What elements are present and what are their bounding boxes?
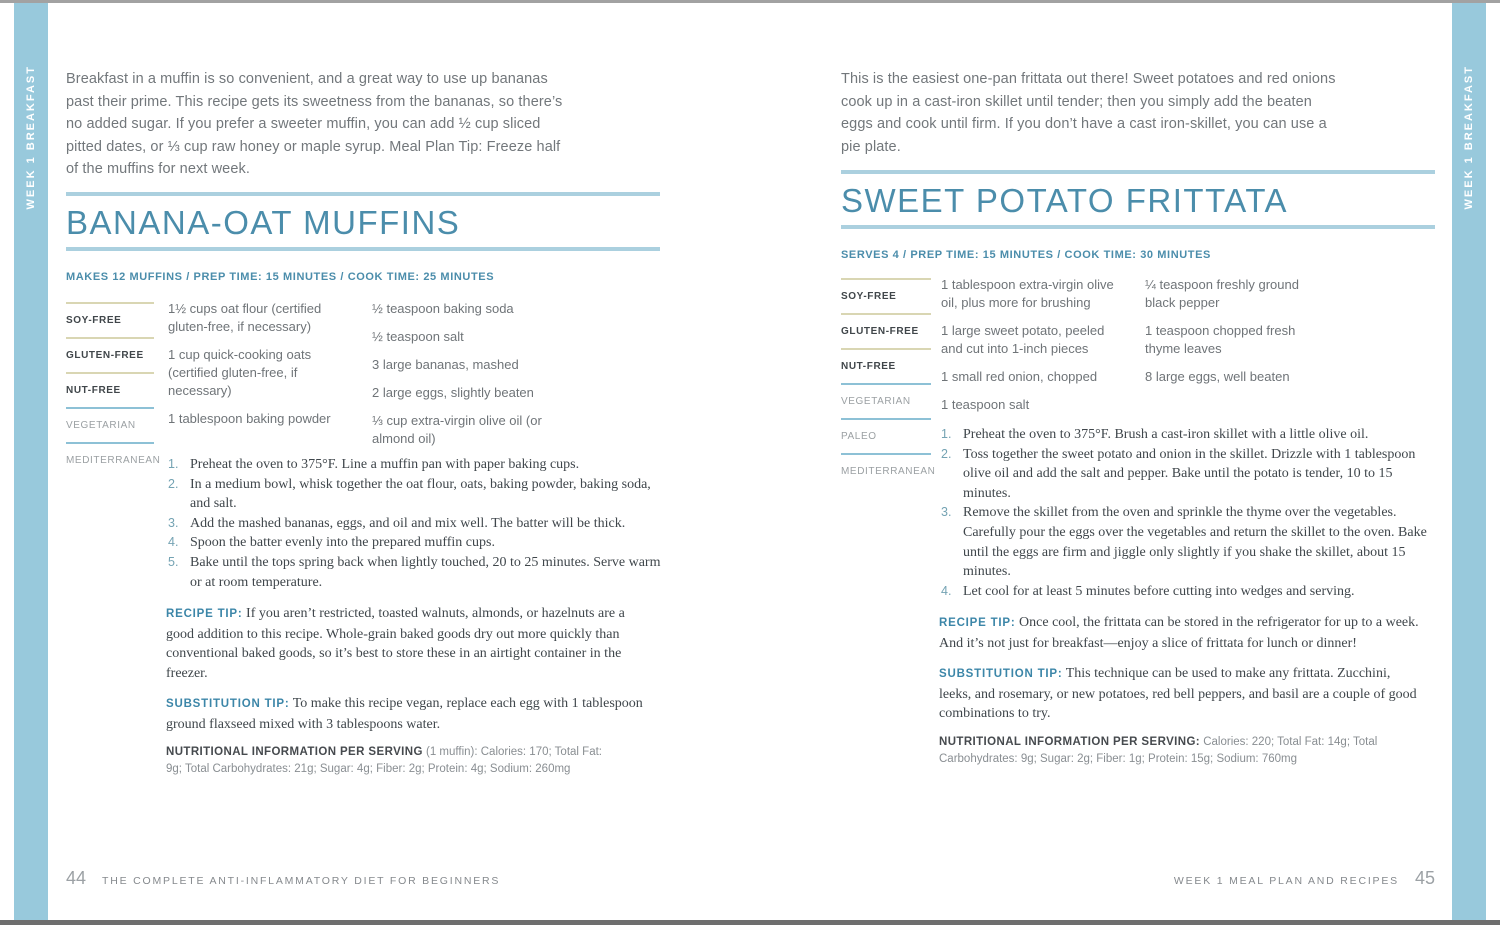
tag-label: MEDITERRANEAN bbox=[841, 466, 936, 477]
tag-label: NUT-FREE bbox=[841, 361, 896, 372]
ingredient-item: 3 large bananas, mashed bbox=[372, 357, 519, 372]
substitution-tip-label: SUBSTITUTION TIP: bbox=[166, 698, 290, 710]
title-rule-bottom bbox=[66, 247, 660, 251]
direction-step: Toss together the sweet potato and onion in the skillet. Drizzle with 1 tablespoon olive oil and add the salt and pepper. Bake until the potato is tender, 10 to 15 minutes. bbox=[963, 446, 1416, 501]
tag-label: MEDITERRANEAN bbox=[66, 455, 161, 466]
recipe-tip-label: RECIPE TIP: bbox=[939, 617, 1016, 629]
tag-row bbox=[841, 348, 931, 374]
recipe-intro: Breakfast in a muffin is so convenient, and a great way to use up bananas past their prime. This recipe gets its sweetness from the bananas, so there’s no added sugar. If you prefer a sweeter muffin, you can add ½ cup sliced pitted dates, or ⅓ cup raw honey or maple syrup. Meal Plan Tip: Freeze half of the muffins for next week. bbox=[66, 71, 563, 177]
tag-row bbox=[66, 302, 154, 328]
ingredient-item: 1 large sweet potato, peeled and cut into 1-inch pieces bbox=[941, 323, 1105, 356]
spine-tab-right-holder bbox=[1452, 65, 1486, 209]
title-rule-top bbox=[66, 192, 660, 196]
tag-label: GLUTEN-FREE bbox=[66, 350, 144, 361]
nutrition-values: Calories: 220; Total Fat: 14g; Total Carbohydrates: 9g; Sugar: 2g; Fiber: 1g; Protein: 15g; Sodium: 760mg bbox=[939, 736, 1378, 765]
tag-label: GLUTEN-FREE bbox=[841, 326, 919, 337]
diet-tags bbox=[66, 302, 161, 477]
footer-left bbox=[66, 868, 500, 889]
page-number: 45 bbox=[1414, 868, 1435, 888]
diet-tags bbox=[841, 278, 936, 488]
tag-row bbox=[66, 337, 154, 363]
tag-label: NUT-FREE bbox=[66, 385, 121, 396]
ingredient-item: 1 small red onion, chopped bbox=[941, 369, 1098, 384]
recipe-tip-text: If you aren’t restricted, toasted walnuts, almonds, or hazelnuts are a good addition to this recipe. Whole-grain baked goods dry out more quickly than conventional baked goods, so it’s best to store these in an airtight container in the freezer. bbox=[166, 606, 625, 681]
ingredient-item: 1 cup quick-cooking oats (certified gluten-free, if necessary) bbox=[168, 347, 312, 398]
title-rule-top bbox=[841, 170, 1435, 174]
footer-right bbox=[841, 868, 1435, 889]
ingredient-item: ½ teaspoon salt bbox=[372, 329, 464, 344]
tag-label: SOY-FREE bbox=[841, 291, 897, 302]
spine-tab-left bbox=[14, 3, 48, 920]
tag-row bbox=[66, 442, 161, 468]
footer-chapter-title: WEEK 1 MEAL PLAN AND RECIPES bbox=[1173, 875, 1399, 887]
recipe-tip-label: RECIPE TIP: bbox=[166, 608, 243, 620]
direction-step: Preheat the oven to 375°F. Line a muffin pan with paper baking cups. bbox=[190, 457, 580, 472]
direction-step: Bake until the tops spring back when lightly touched, 20 to 25 minutes. Serve warm or at room temperature. bbox=[190, 554, 661, 590]
direction-step: Spoon the batter evenly into the prepared muffin cups. bbox=[190, 535, 495, 551]
tag-row bbox=[841, 453, 936, 479]
nutrition-label: NUTRITIONAL INFORMATION PER SERVING: bbox=[939, 736, 1201, 748]
ingredient-item: 1 tablespoon baking powder bbox=[168, 411, 331, 426]
tag-label: VEGETARIAN bbox=[841, 396, 911, 407]
direction-step: Let cool for at least 5 minutes before cutting into wedges and serving. bbox=[963, 583, 1355, 599]
direction-step: Add the mashed bananas, eggs, and oil and mix well. The batter will be thick. bbox=[190, 515, 626, 531]
substitution-tip bbox=[166, 694, 651, 734]
ingredient-item: ¼ teaspoon freshly ground black pepper bbox=[1145, 277, 1299, 310]
spine-tab-left-label: WEEK 1 BREAKFAST bbox=[25, 65, 37, 210]
spine-tab-right-label: WEEK 1 BREAKFAST bbox=[1463, 65, 1475, 210]
tag-row bbox=[841, 278, 931, 304]
ingredients-column-2 bbox=[1145, 276, 1310, 396]
recipe-title: SWEET POTATO FRITTATA bbox=[841, 182, 1289, 219]
direction-step: Remove the skillet from the oven and sprinkle the thyme over the vegetables. Carefully pour the eggs over the vegetables and return the skillet to the oven. Bake until the eggs are firm and jiggle only slightly if you shake the skillet, about 15 minutes. bbox=[963, 505, 1427, 580]
directions-list bbox=[939, 425, 1429, 601]
recipe-tip-text: Once cool, the frittata can be stored in the refrigerator for up to a week. And it’s not just for breakfast—enjoy a slice of frittata for lunch or dinner! bbox=[939, 615, 1419, 651]
nutrition-values: (1 muffin): Calories: 170; Total Fat: 9g; Total Carbohydrates: 21g; Sugar: 4g; Fiber: 2g; Protein: 4g; Sodium: 260mg bbox=[166, 746, 602, 775]
ingredients-column-1 bbox=[941, 276, 1123, 424]
direction-step: In a medium bowl, whisk together the oat flour, oats, baking powder, baking soda, and salt. bbox=[190, 476, 651, 512]
ingredient-item: 8 large eggs, well beaten bbox=[1145, 369, 1290, 384]
tag-label: VEGETARIAN bbox=[66, 420, 136, 431]
ingredient-item: 1 teaspoon salt bbox=[941, 397, 1030, 412]
nutrition-info bbox=[939, 734, 1414, 768]
tag-row bbox=[841, 418, 931, 444]
tag-row bbox=[841, 313, 931, 339]
footer-book-title: THE COMPLETE ANTI-INFLAMMATORY DIET FOR BEGINNERS bbox=[102, 875, 501, 887]
substitution-tip bbox=[939, 664, 1419, 724]
substitution-tip-label: SUBSTITUTION TIP: bbox=[939, 668, 1063, 680]
tag-row bbox=[841, 383, 931, 409]
page-right bbox=[841, 0, 1441, 925]
ingredient-item: 2 large eggs, slightly beaten bbox=[372, 385, 534, 400]
ingredient-item: ½ teaspoon baking soda bbox=[372, 301, 514, 316]
ingredient-item: 1 teaspoon chopped fresh thyme leaves bbox=[1145, 323, 1296, 356]
ingredients-column-1 bbox=[168, 300, 353, 438]
recipe-tip bbox=[939, 613, 1419, 653]
spine-tab-left-holder bbox=[14, 65, 48, 209]
spine-tab-right bbox=[1452, 3, 1486, 920]
title-rule-bottom bbox=[841, 225, 1435, 229]
page-left bbox=[66, 0, 666, 925]
ingredients-column-2 bbox=[372, 300, 562, 458]
substitution-tip-text: To make this recipe vegan, replace each egg with 1 tablespoon ground flaxseed mixed with 3 tablespoons water. bbox=[166, 696, 643, 732]
tag-row bbox=[66, 372, 154, 398]
direction-step: Preheat the oven to 375°F. Brush a cast-iron skillet with a little olive oil. bbox=[963, 427, 1369, 442]
tag-row bbox=[66, 407, 154, 433]
recipe-tip bbox=[166, 604, 651, 683]
page-number: 44 bbox=[66, 868, 87, 888]
ingredient-item: ⅓ cup extra-virgin olive oil (or almond oil) bbox=[372, 413, 542, 446]
recipe-meta: MAKES 12 MUFFINS / PREP TIME: 15 MINUTES / COOK TIME: 25 MINUTES bbox=[66, 271, 495, 283]
tag-label: PALEO bbox=[841, 431, 877, 442]
ingredient-item: 1½ cups oat flour (certified gluten-free, if necessary) bbox=[168, 301, 322, 334]
directions-list bbox=[166, 455, 671, 592]
nutrition-info bbox=[166, 744, 611, 778]
recipe-title: BANANA-OAT MUFFINS bbox=[66, 204, 461, 241]
nutrition-label: NUTRITIONAL INFORMATION PER SERVING bbox=[166, 746, 423, 758]
recipe-meta: SERVES 4 / PREP TIME: 15 MINUTES / COOK TIME: 30 MINUTES bbox=[841, 249, 1211, 261]
ingredient-item: 1 tablespoon extra-virgin olive oil, plus more for brushing bbox=[941, 277, 1114, 310]
recipe-intro: This is the easiest one-pan frittata out there! Sweet potatoes and red onions cook up in a cast-iron skillet until tender; then you simply add the beaten eggs and cook until firm. If you don’t have a cast iron-skillet, you can use a pie plate. bbox=[841, 71, 1336, 155]
tag-label: SOY-FREE bbox=[66, 315, 122, 326]
substitution-tip-text: This technique can be used to make any frittata. Zucchini, leeks, and rosemary, or new potatoes, red bell peppers, and basil are a couple of good combinations to try. bbox=[939, 666, 1417, 722]
